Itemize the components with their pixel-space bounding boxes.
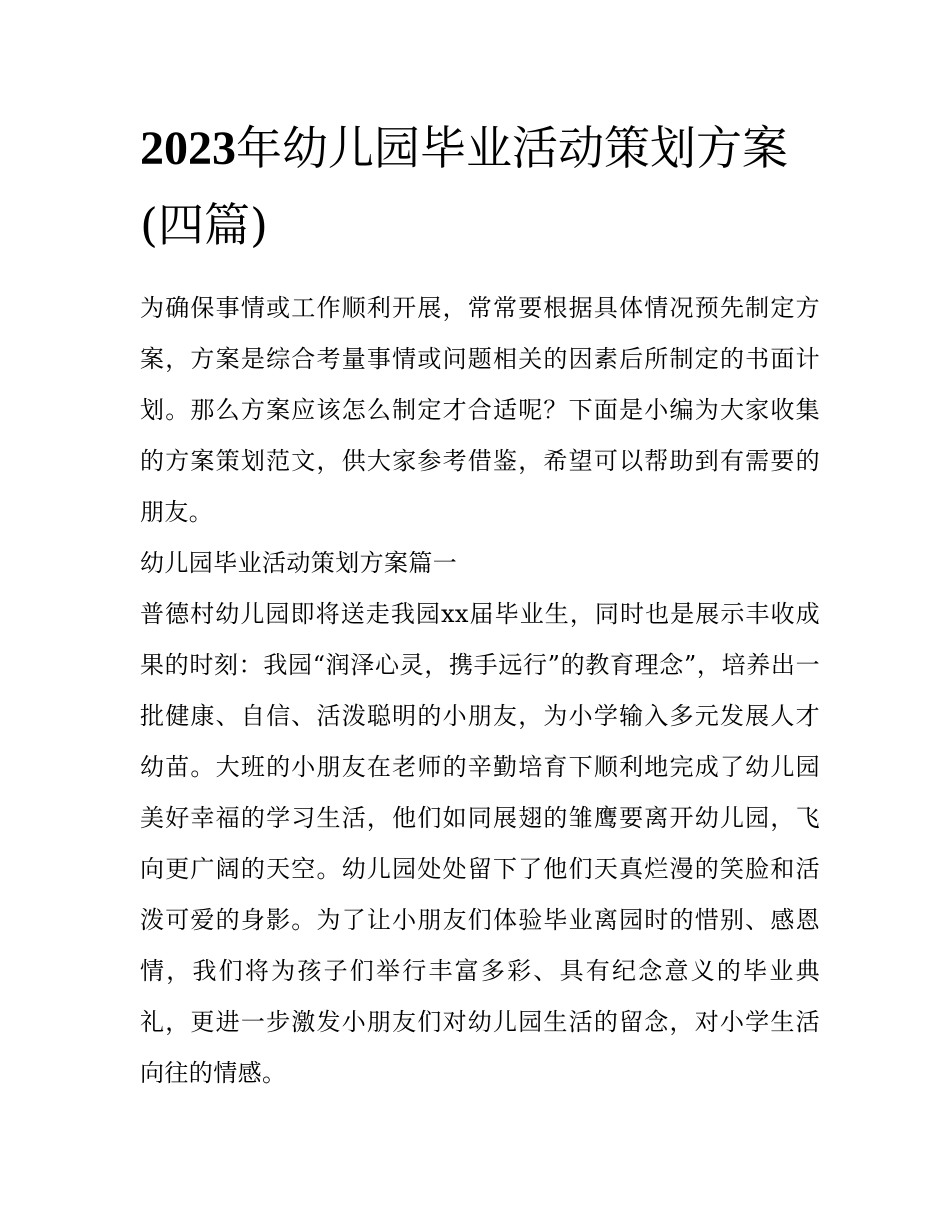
document-title — [140, 110, 820, 263]
body-paragraph: 普德村幼儿园即将送走我园xx届毕业生，同时也是展示丰收成果的时刻：我园“润泽心灵，携手远行”的教育理念”，培养出一批健康、自信、活泼聪明的小朋友，为小学输入多元发展人才幼苗。大班的小朋友在老师的辛勤培育下顺利地完成了幼儿园美好幸福的学习生活，他们如同展翅的雏鹰要离开幼儿园，飞向更广阔的天空。幼儿园处处留下了他们天真烂漫的笑脸和活泼可爱的身影。为了让小朋友们体验毕业离园时的惜别、感恩情，我们将为孩子们举行丰富多彩、具有纪念意义的毕业典礼，更进一步激发小朋友们对幼儿园生活的留念，对小学生活向往的情感。 — [140, 600, 820, 1087]
intro-paragraph: 为确保事情或工作顺利开展，常常要根据具体情况预先制定方案，方案是综合考量事情或问题相关的因素后所制定的书面计划。那么方案应该怎么制定才合适呢？下面是小编为大家收集的方案策划范文，供大家参考借鉴，希望可以帮助到有需要的朋友。 — [140, 294, 820, 526]
title-year: 2023 — [140, 122, 236, 175]
section-heading: 幼儿园毕业活动策划方案篇一 — [140, 549, 458, 577]
document-content — [140, 110, 820, 1099]
title-text: 年幼儿园毕业活动策划方案(四篇) — [140, 121, 788, 252]
